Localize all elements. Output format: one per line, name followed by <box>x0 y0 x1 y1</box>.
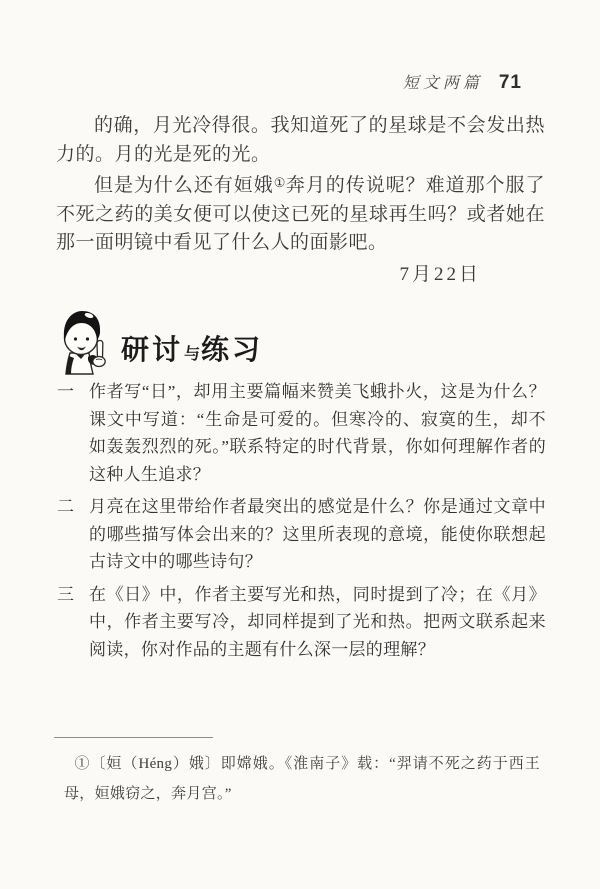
footnote-reference-mark: ① <box>273 175 286 190</box>
body-text <box>56 112 545 286</box>
exercise-item-2 <box>57 493 546 576</box>
exercises-heading <box>121 328 263 368</box>
exercises-heading-left: 研讨 <box>121 334 184 365</box>
running-head <box>403 70 522 94</box>
exercise-number: 二 <box>57 497 74 516</box>
exercise-text: 作者写“日”，却用主要篇幅来赞美飞蛾扑火，这是为什么？课文中写道：“生命是可爱的。但寒冷的、寂寞的生，却不如轰轰烈烈的死。”联系特定的时代背景，你如何理解作者的这种人生追求？ <box>89 382 546 484</box>
exercise-number: 一 <box>57 382 74 401</box>
date-line: 7月22日 <box>399 263 481 285</box>
exercise-text: 月亮在这里带给作者最突出的感觉是什么？你是通过文章中的哪些描写体会出来的？这里所表现的意境，能使你联想起古诗文中的哪些诗句？ <box>89 497 546 571</box>
exercises-section-header <box>55 306 263 376</box>
chapter-title: 短文两篇 <box>402 75 483 92</box>
exercises-heading-connector: 与 <box>184 346 201 363</box>
exercise-item-3 <box>57 581 546 664</box>
footnote-marker: ① <box>74 756 91 772</box>
exercise-item-1 <box>57 378 546 488</box>
paragraph-1: 的确，月光冷得很。我知道死了的星球是不会发出热力的。月的光是死的光。 <box>56 115 545 165</box>
exercise-number: 三 <box>57 584 74 604</box>
exercises-heading-right: 练习 <box>201 334 264 365</box>
exercise-text: 在《日》中，作者主要写光和热，同时提到了冷；在《月》中，作者主要写冷，却同样提到了光和热。把两文联系起来阅读，你对作品的主题有什么深一层的理解？ <box>89 584 546 659</box>
footnote-separator <box>54 737 213 738</box>
pointing-boy-cartoon-icon <box>55 306 113 376</box>
paragraph-2 <box>56 169 545 258</box>
footnote <box>64 750 540 809</box>
exercise-list <box>57 378 546 668</box>
paragraph-2-text-start: 但是为什么还有姮娥 <box>94 175 274 196</box>
page-number: 71 <box>498 72 522 93</box>
footnote-text: 〔姮（Héng）娥〕即嫦娥。《淮南子》载：“羿请不死之药于西王母，姮娥窃之，奔月宫。” <box>64 756 540 802</box>
paragraph-2-text-end: 奔月的传说呢？难道那个服了不死之药的美女便可以使这已死的星球再生吗？或者她在那一面明镜中看见了什么人的面影吧。 <box>56 175 545 253</box>
